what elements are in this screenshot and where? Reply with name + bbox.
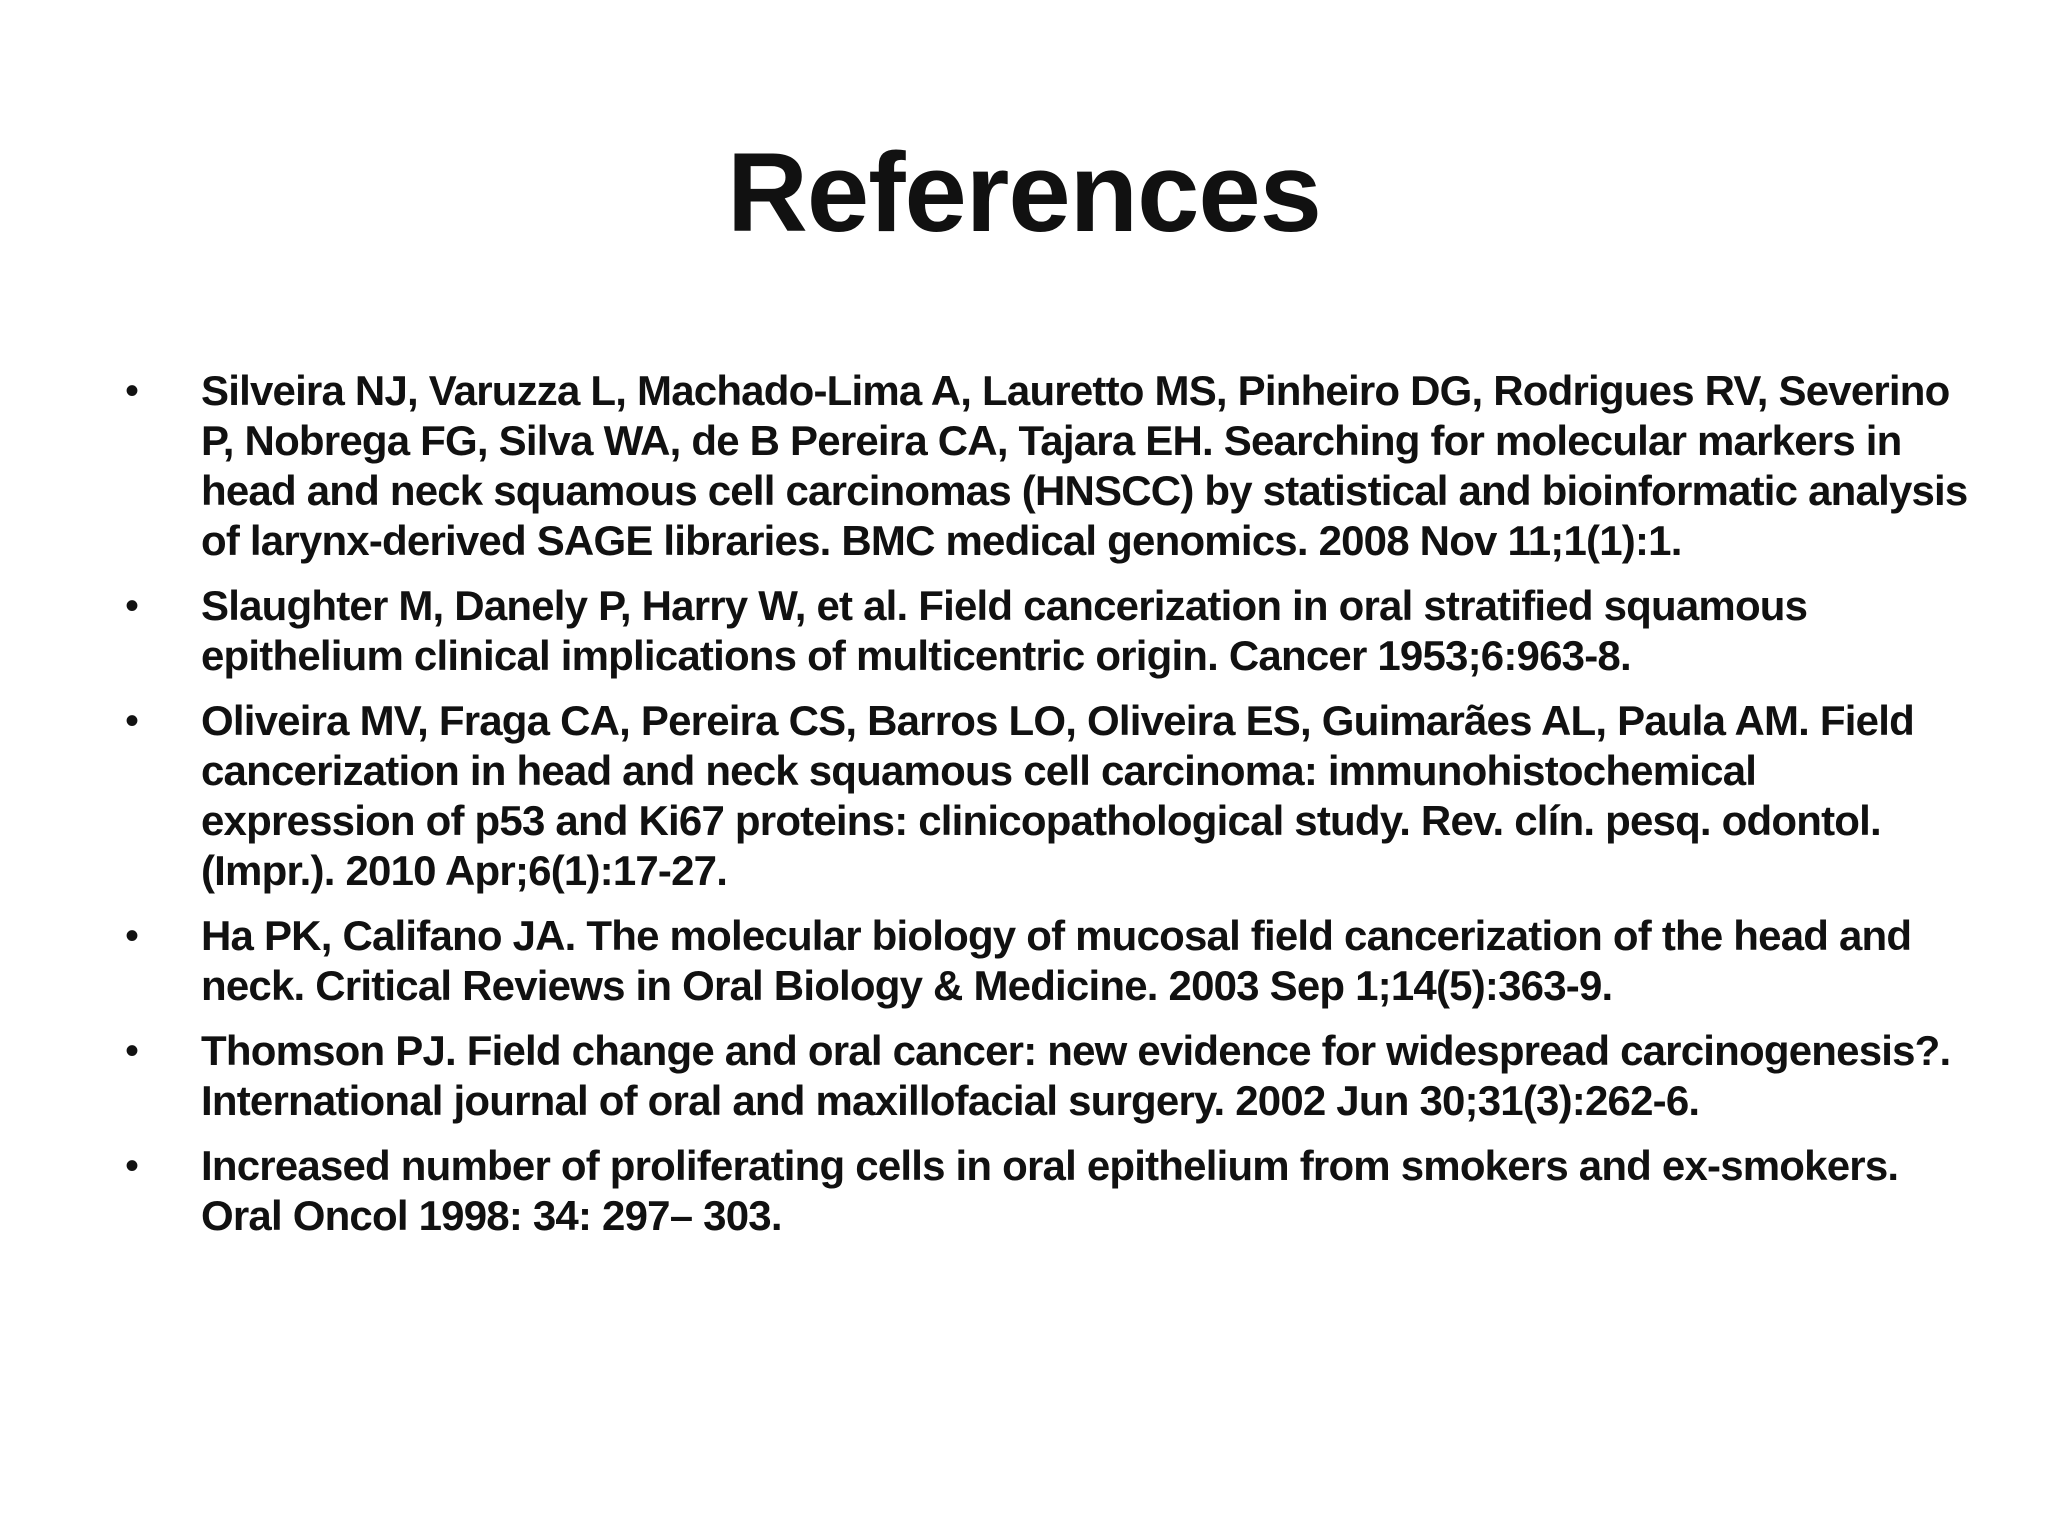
reference-item: • Increased number of proliferating cells in oral epithelium from smokers and ex-smokers. Oral Oncol 1998: 34: 297– 303.: [120, 1141, 1970, 1241]
reference-list: [120, 366, 1970, 1256]
reference-item: • Thomson PJ. Field change and oral cancer: new evidence for widespread carcinogenesis?. International journal of oral and maxillofacial surgery. 2002 Jun 30;31(3):262-6.: [120, 1026, 1970, 1126]
slide-title: References: [727, 130, 1321, 255]
reference-item: • Ha PK, Califano JA. The molecular biology of mucosal field cancerization of the head and neck. Critical Reviews in Oral Biology & Medicine. 2003 Sep 1;14(5):363-9.: [120, 911, 1970, 1011]
reference-item: • Oliveira MV, Fraga CA, Pereira CS, Barros LO, Oliveira ES, Guimarães AL, Paula AM. Field cancerization in head and neck squamous cell carcinoma: immunohistochemical expression of p53 and Ki67 proteins: clinicopathological study. Rev. clín. pesq. odontol.(Impr.). 2010 Apr;6(1):17-27.: [120, 696, 1970, 896]
reference-item: • Slaughter M, Danely P, Harry W, et al. Field cancerization in oral stratified squamous epithelium clinical implications of multicentric origin. Cancer 1953;6:963-8.: [120, 581, 1970, 681]
reference-item: • Silveira NJ, Varuzza L, Machado-Lima A, Lauretto MS, Pinheiro DG, Rodrigues RV, Severino P, Nobrega FG, Silva WA, de B Pereira CA, Tajara EH. Searching for molecular markers in head and neck squamous cell carcinomas (HNSCC) by statistical and bioinformatic analysis of larynx-derived SAGE libraries. BMC medical genomics. 2008 Nov 11;1(1):1.: [120, 366, 1970, 566]
